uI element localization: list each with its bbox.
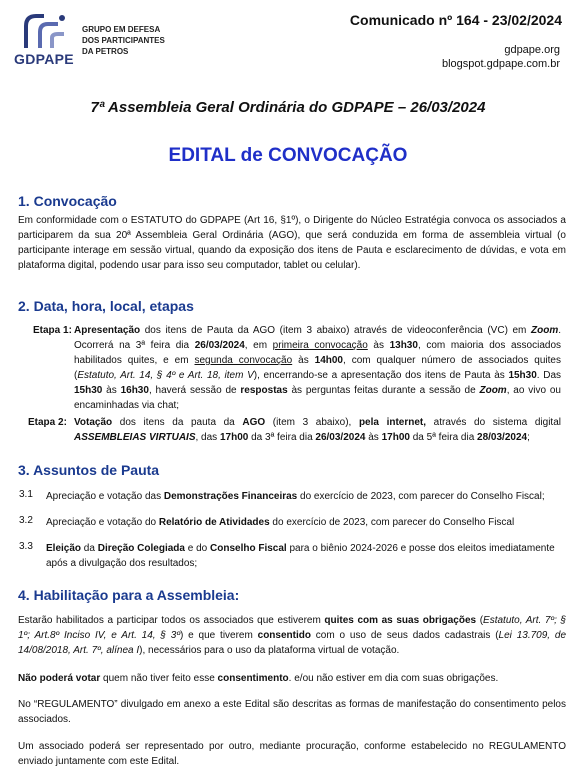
section-number: 1. (18, 193, 30, 209)
logo-group-line: GRUPO EM DEFESA (82, 25, 161, 34)
section-heading-data-hora (18, 298, 194, 314)
habilitacao-paragraph: Estarão habilitados a participar todos os associados que estiverem quites com as suas obrigações (Estatuto, Art. 7º; § 1º; Art.8º Inciso IV, e Art. 14, § 3º) e que tiverem consentido com o uso de seus dados cadastrais (Lei 13.709, de 14/08/2018, Art. 7º, alínea I), necessários para o uso da plataforma virtual de votação. (18, 615, 567, 656)
section-number: 2. (18, 298, 30, 314)
logo-name: GDPAPE (14, 51, 74, 67)
etapa1-label: Etapa 1: (33, 325, 72, 336)
pauta-item-number: 3.2 (19, 515, 33, 526)
convocacao-paragraph: Em conformidade com o ESTATUTO do GDPAPE (Art 16, §1º), o Dirigente do Núcleo Estratégia convoca os associados a participarem da sua 20ª Assembleia Geral Ordinária (AGO), que será conduzida em forma de assembleia virtual (o participante interage em sessão virtual, quando da exposição dos itens de Pauta e esclarecimento de dúvidas, e vota em plataforma digital, podendo usar para isso seu computador, tablet ou celular). (18, 215, 566, 271)
regulamento-paragraph: No “REGULAMENTO” divulgado em anexo a este Edital são descritas as formas de manifestação do consentimento pelos associados. (18, 699, 566, 725)
comunicado-number: Comunicado nº 164 - 23/02/2024 (349, 12, 562, 28)
gdpape-logo-icon (22, 12, 68, 52)
pauta-item-3-2: Apreciação e votação do Relatório de Atividades do exercício de 2023, com parecer do Conselho Fiscal (46, 517, 515, 528)
section-heading-convocacao (18, 193, 117, 209)
section-number: 4. (18, 587, 30, 603)
etapa2-label: Etapa 2: (28, 417, 67, 428)
site-link[interactable]: gdpape.org (504, 44, 560, 56)
etapa2-text: Votação dos itens da pauta da AGO (item 3 abaixo), pela internet, através do sistema digital ASSEMBLEIAS VIRTUAIS, das 17h00 da 3ª feira dia 26/03/2024 às 17h00 da 5ª feira dia 28/03/2024; (74, 417, 561, 443)
section-heading-habilitacao (18, 587, 239, 603)
section-title: Data, hora, local, etapas (33, 298, 194, 314)
pauta-item-3-3: Eleição da Direção Colegiada e do Conselho Fiscal para o biênio 2024-2026 e posse dos eleitos imediatamente após a divulgação dos resultados; (46, 543, 555, 569)
assembly-title: 7ª Assembleia Geral Ordinária do GDPAPE – 26/03/2024 (90, 99, 486, 116)
section-heading-pauta (18, 462, 159, 478)
section-title: Habilitação para a Assembleia: (33, 587, 240, 603)
logo-group-line: DA PETROS (82, 47, 129, 56)
pauta-item-number: 3.3 (19, 541, 33, 552)
nao-podera-votar-paragraph: Não poderá votar quem não tiver feito esse consentimento. e/ou não estiver em dia com suas obrigações. (18, 673, 499, 684)
pauta-item-3-1: Apreciação e votação das Demonstrações Financeiras do exercício de 2023, com parecer do Conselho Fiscal; (46, 491, 545, 502)
etapa1-text: Apresentação dos itens de Pauta da AGO (item 3 abaixo) através de videoconferência (VC) em Zoom. Ocorrerá na 3ª feira dia 26/03/2024, em primeira convocação às 13h30, com maioria dos associados habilitados quites, e em segunda convocação às 14h00, com qualquer número de associados quites (Estatuto, Art. 14, § 4º e Art. 18, item V), encerrando-se a apresentação dos itens de Pauta às 15h30. Das 15h30 às 16h30, haverá sessão de respostas às perguntas feitas durante a sessão de Zoom, ao vivo ou encaminhadas via chat; (74, 325, 562, 411)
logo-group-text (82, 24, 165, 57)
blog-link[interactable]: blogspot.gdpape.com.br (441, 58, 560, 70)
logo-group-line: DOS PARTICIPANTES (82, 36, 165, 45)
section-title: Convocação (33, 193, 117, 209)
section-title: Assuntos de Pauta (33, 462, 160, 478)
pauta-item-number: 3.1 (19, 489, 33, 500)
section-number: 3. (18, 462, 30, 478)
procuracao-paragraph: Um associado poderá ser representado por outro, mediante procuração, conforme estabelecido no REGULAMENTO enviado juntamente com este Edital. (18, 741, 566, 767)
edital-title: EDITAL de CONVOCAÇÃO (168, 145, 408, 166)
